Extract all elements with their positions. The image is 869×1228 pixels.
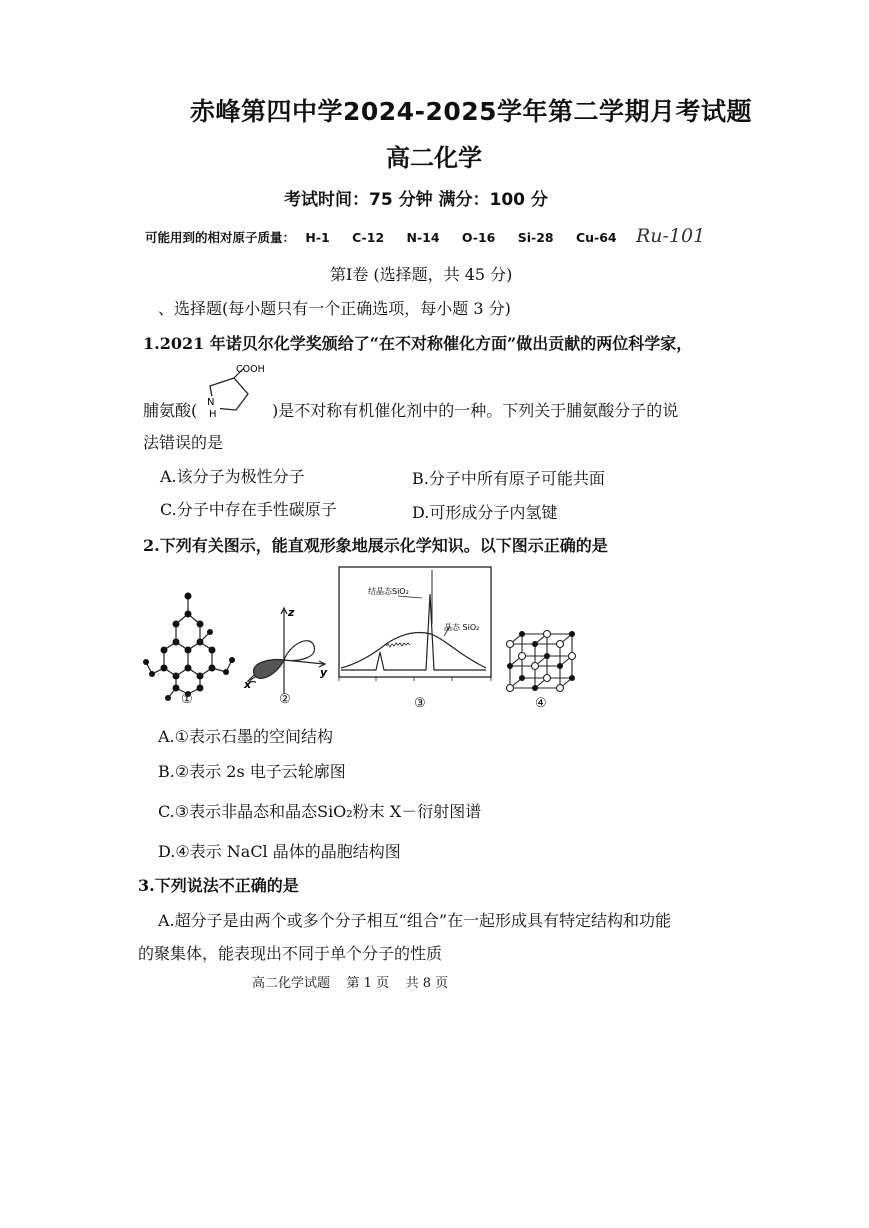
q1-option-d[interactable]: D.可形成分子内氢键 bbox=[412, 503, 558, 522]
q2-option-d[interactable]: D.④表示 NaCl 晶体的晶胞结构图 bbox=[158, 842, 401, 861]
q2-stem: 2.下列有关图示，能直观形象地展示化学知识。以下图示正确的是 bbox=[143, 536, 608, 555]
axis-z-label: z bbox=[288, 606, 295, 619]
axis-y-label: y bbox=[320, 666, 328, 679]
q1-option-b[interactable]: B.分子中所有原子可能共面 bbox=[412, 469, 605, 488]
q1-stem-line1: 1.2021 年诺贝尔化学奖颁给了“在不对称催化方面”做出贡献的两位科学家， bbox=[143, 334, 693, 353]
atomic-mass-cu: Cu-64 bbox=[575, 230, 617, 245]
atomic-mass-n: N-14 bbox=[406, 230, 440, 245]
figure-4-label: ④ bbox=[535, 696, 547, 711]
subject-title: 高二化学 bbox=[386, 144, 482, 172]
q1-stem-line2-after: )是不对称有机催化剂中的一种。下列关于脯氨酸分子的说 bbox=[272, 401, 679, 420]
q3-option-a-line2: 的聚集体，能表现出不同于单个分子的性质 bbox=[138, 944, 443, 963]
atomic-mass-c: C-12 bbox=[352, 230, 385, 245]
xrd-crystal-peaks bbox=[341, 594, 486, 670]
q1-stem-line2-before: 脯氨酸( bbox=[143, 401, 198, 420]
q1-option-c[interactable]: C.分子中存在手性碳原子 bbox=[160, 500, 337, 519]
ring-n-label: N bbox=[207, 397, 215, 408]
xrd-noise bbox=[386, 643, 410, 647]
q2-option-c[interactable]: C.③表示非晶态和晶态SiO₂粉末 X－衍射图谱 bbox=[158, 802, 482, 821]
part-title: 第Ⅰ卷 (选择题，共 45 分) bbox=[330, 265, 513, 284]
axis-x-label: x bbox=[244, 678, 252, 691]
q2-option-a[interactable]: A.①表示石墨的空间结构 bbox=[158, 727, 333, 746]
orbital-lobe-upper bbox=[284, 641, 315, 661]
xrd-label-amorphous: 晶态 SiO₂ bbox=[444, 623, 480, 632]
atomic-mass-line bbox=[145, 228, 635, 246]
proline-structure bbox=[196, 358, 276, 420]
exam-info: 考试时间：75 分钟 满分：100 分 bbox=[284, 190, 548, 210]
figure-1-network-structure bbox=[140, 588, 240, 708]
figure-3-label: ③ bbox=[414, 696, 426, 711]
orbital-lobe-lower bbox=[254, 660, 284, 679]
section-heading: 、选择题(每小题只有一个正确选项，每小题 3 分) bbox=[158, 299, 511, 318]
figure-4-cubic-lattice bbox=[502, 624, 584, 704]
figure-2-orbital bbox=[240, 604, 330, 704]
xrd-label-crystal: 结晶态SiO₂ bbox=[368, 587, 409, 596]
q3-option-a-line1[interactable]: A.超分子是由两个或多个分子相互“组合”在一起形成具有特定结构和功能 bbox=[158, 911, 672, 930]
atomic-mass-o: O-16 bbox=[461, 230, 496, 245]
q2-option-b[interactable]: B.②表示 2s 电子云轮廓图 bbox=[158, 762, 346, 781]
figure-3-xrd-pattern bbox=[336, 564, 496, 692]
page-footer: 高二化学试题 第 1 页 共 8 页 bbox=[252, 976, 449, 991]
figure-2-label: ② bbox=[279, 692, 291, 707]
q1-option-a[interactable]: A.该分子为极性分子 bbox=[160, 467, 305, 486]
cooh-label: COOH bbox=[236, 364, 265, 375]
exam-title: 赤峰第四中学2024-2025学年第二学期月考试题 bbox=[190, 97, 753, 126]
atomic-mass-h: H-1 bbox=[305, 230, 330, 245]
atomic-mass-label: 可能用到的相对原子质量： bbox=[145, 230, 296, 245]
q3-stem: 3.下列说法不正确的是 bbox=[138, 876, 299, 895]
handwritten-note: Ru-101 bbox=[636, 225, 706, 247]
atomic-mass-si: Si-28 bbox=[517, 230, 554, 245]
figure-1-label: ① bbox=[181, 692, 193, 707]
xrd-amorphous-curve bbox=[341, 632, 486, 668]
q1-stem-line3: 法错误的是 bbox=[143, 433, 224, 452]
ring-h-label: H bbox=[209, 409, 217, 420]
